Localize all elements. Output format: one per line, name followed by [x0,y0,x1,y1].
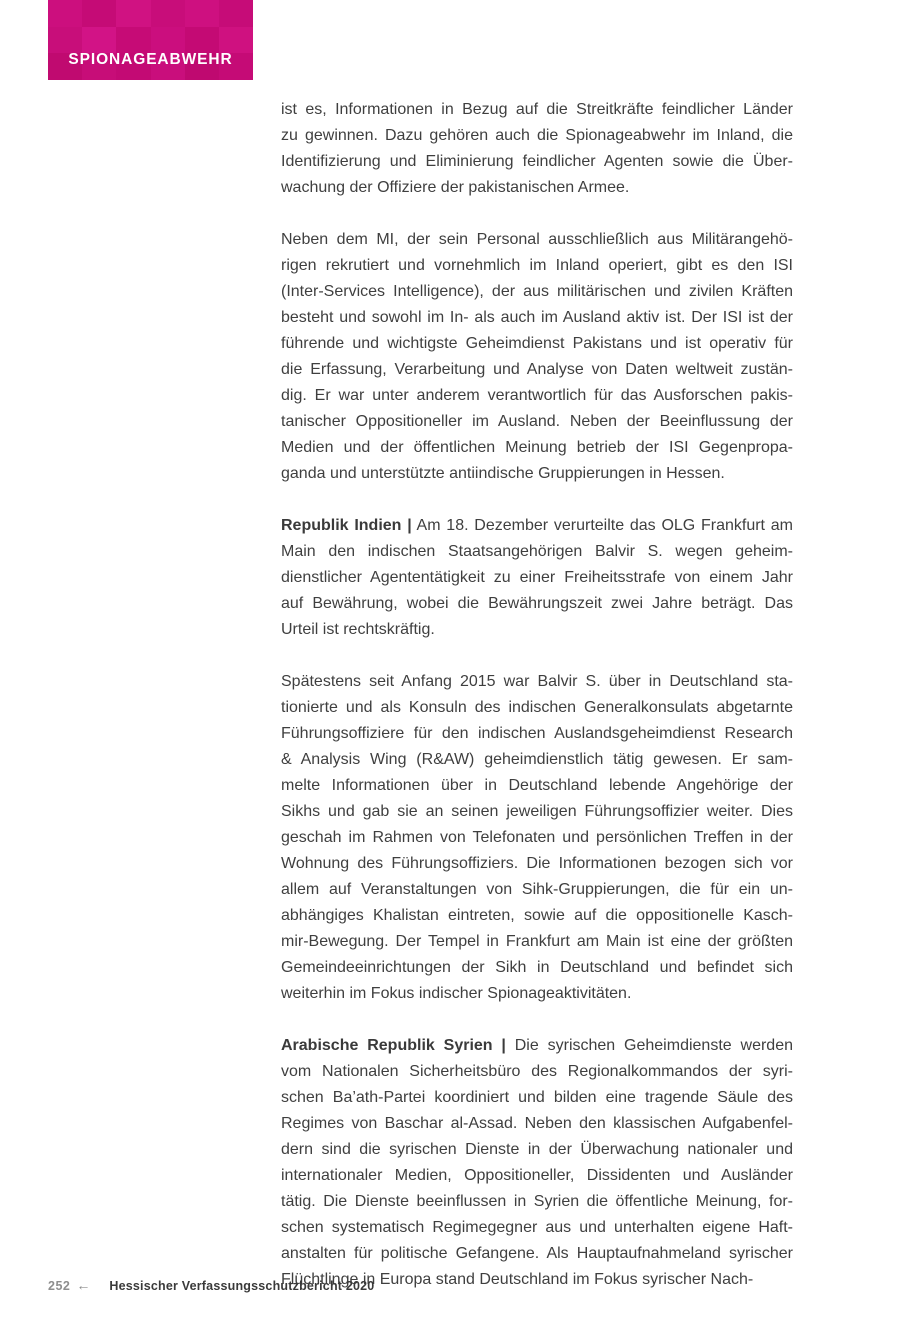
text-line: Identifizierung und Eliminierung feindlicher Agenten sowie die Über- [281,153,793,170]
mosaic-tile [116,27,150,54]
paragraph [281,97,793,201]
text-line: tanischer Oppositioneller im Ausland. Neben der Beeinflussung der [281,413,793,430]
mosaic-tile [48,0,82,27]
text-line: besteht und sowohl im In- als auch im Ausland aktiv ist. Der ISI ist der [281,309,793,326]
mosaic-tile [185,0,219,27]
text-line: Main den indischen Staatsangehörigen Balvir S. wegen geheim- [281,543,793,560]
text-line: internationaler Medien, Oppositioneller, Dissidenten und Ausländer [281,1167,793,1184]
report-title: Hessischer Verfassungsschutzbericht 2020 [109,1279,375,1293]
text-line: mir-Bewegung. Der Tempel in Frankfurt am Main ist eine der größten [281,933,793,950]
text-line: führende und wichtigste Geheimdienst Pakistans und ist operativ für [281,335,793,352]
paragraph [281,669,793,1007]
text-line: dig. Er war unter anderem verantwortlich für das Ausforschen pakis- [281,387,793,404]
text-line: rigen rekrutiert und vornehmlich im Inland operiert, gibt es den ISI [281,257,793,274]
text-line: Gemeindeeinrichtungen der Sikh in Deutschland und befindet sich [281,959,793,976]
text-line: Urteil ist rechtskräftig. [281,621,435,638]
text-line: geschah im Rahmen von Telefonaten und persönlichen Treffen in der [281,829,793,846]
text-line: ganda und unterstützte antiindische Gruppierungen in Hessen. [281,465,725,482]
text-line: & Analysis Wing (R&AW) geheimdienstlich tätig gewesen. Er sam- [281,751,793,768]
mosaic-tile [82,0,116,27]
text-line: Führungsoffiziere für den indischen Auslandsgeheimdienst Research [281,725,793,742]
text-line: (Inter-Services Intelligence), der aus militärischen und zivilen Kräften [281,283,793,300]
mosaic-tile [185,27,219,54]
text-line: allem auf Veranstaltungen von Sihk-Gruppierungen, die für ein un- [281,881,793,898]
text-line: abhängiges Khalistan eintreten, sowie auf die oppositionelle Kasch- [281,907,793,924]
text-line: auf Bewährung, wobei die Bewährungszeit zwei Jahre beträgt. Das [281,595,793,612]
section-label: SPIONAGEABWEHR [68,51,233,68]
text-line: wachung der Offiziere der pakistanischen Armee. [281,179,630,196]
mosaic-tile [116,0,150,27]
left-arrow-icon: ← [76,1277,91,1293]
paragraph [281,513,793,643]
text-line: anstalten für politische Gefangene. Als Hauptaufnahmeland syrischer [281,1245,793,1262]
mosaic-tile [219,27,253,54]
mosaic-tile [151,0,185,27]
text-line: zu gewinnen. Dazu gehören auch die Spionageabwehr im Inland, die [281,127,793,144]
text-line: weiterhin im Fokus indischer Spionageaktivitäten. [281,985,632,1002]
text-line: dienstlicher Agententätigkeit zu einer Freiheitsstrafe von einem Jahr [281,569,793,586]
text-line: Sikhs und gab sie an seinen jeweiligen Führungsoffizier weiter. Dies [281,803,793,820]
text-line: melte Informationen über in Deutschland lebende Angehörige der [281,777,793,794]
page-number: 252 [48,1279,71,1293]
mosaic-tile [48,27,82,54]
text-line: Arabische Republik Syrien | Die syrischen Geheimdienste werden [281,1037,793,1054]
section-label-box [48,0,253,80]
text-line: Wohnung des Führungsoffiziers. Die Informationen bezogen sich vor [281,855,793,872]
page-footer [48,1277,374,1293]
text-line: Republik Indien | Am 18. Dezember verurteilte das OLG Frankfurt am [281,517,793,534]
text-line: Medien und der öffentlichen Meinung betrieb der ISI Gegenpropa- [281,439,793,456]
text-line: dern sind die syrischen Dienste in der Überwachung nationaler und [281,1141,793,1158]
mosaic-tile [151,27,185,54]
text-line: tätig. Die Dienste beeinflussen in Syrien die öffentliche Meinung, for- [281,1193,793,1210]
paragraph-lead: Republik Indien | [281,517,412,534]
paragraph [281,1033,793,1293]
text-line: Neben dem MI, der sein Personal ausschließlich aus Militärangehö- [281,231,793,248]
paragraph-lead: Arabische Republik Syrien | [281,1037,506,1054]
text-line: ist es, Informationen in Bezug auf die Streitkräfte feindlicher Länder [281,101,793,118]
paragraph [281,227,793,487]
mosaic-tile [219,0,253,27]
article-body [281,97,793,1319]
text-line: die Erfassung, Verarbeitung und Analyse von Daten weltweit zustän- [281,361,793,378]
text-line: Regimes von Baschar al-Assad. Neben den klassischen Aufgabenfel- [281,1115,793,1132]
text-line: vom Nationalen Sicherheitsbüro des Regionalkommandos der syri- [281,1063,793,1080]
mosaic-tile [82,27,116,54]
text-line: schen Ba’ath-Partei koordiniert und bilden eine tragende Säule des [281,1089,793,1106]
text-line: Spätestens seit Anfang 2015 war Balvir S. über in Deutschland sta- [281,673,793,690]
text-line: tionierte und als Konsuln des indischen Generalkonsulats abgetarnte [281,699,793,716]
text-line: Flüchtlinge in Europa stand Deutschland im Fokus syrischer Nach- [281,1271,754,1288]
text-line: schen systematisch Regimegegner aus und unterhalten eigene Haft- [281,1219,793,1236]
